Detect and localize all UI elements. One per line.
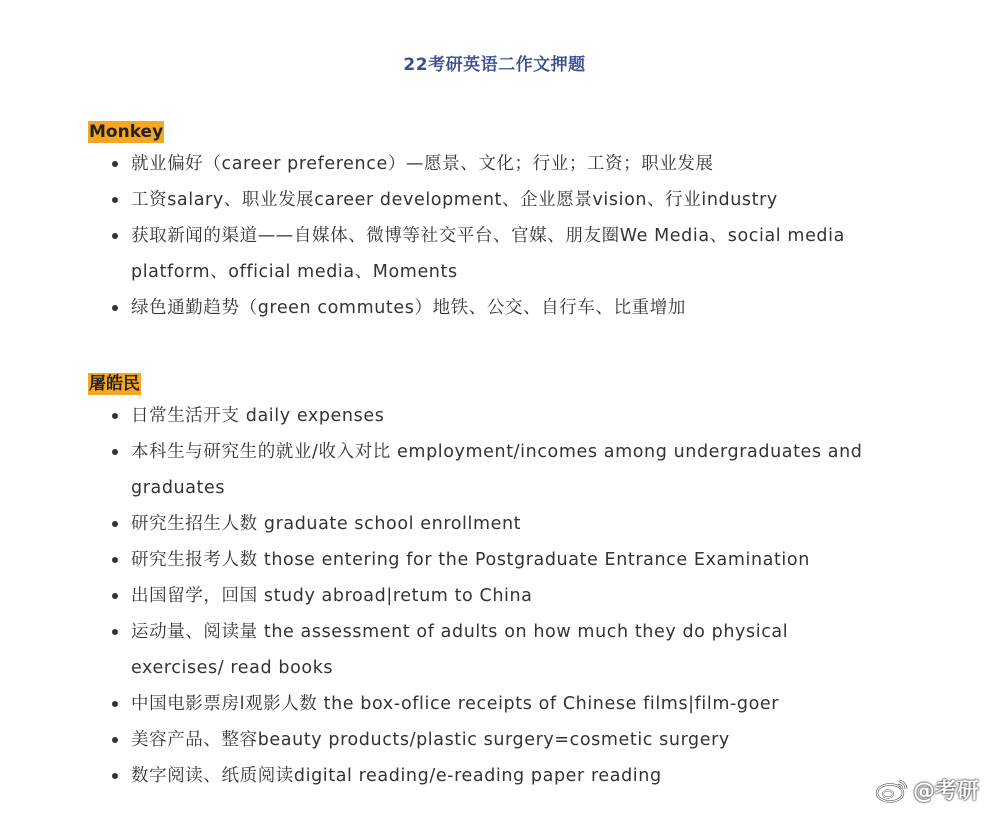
bullet-icon xyxy=(112,305,118,311)
list-item-continuation xyxy=(88,650,948,686)
weibo-icon xyxy=(875,777,909,803)
list-item xyxy=(88,434,948,470)
bullet-icon xyxy=(112,197,118,203)
bullet-icon xyxy=(112,449,118,455)
list-item-text: 绿色通勤趋势（green commutes）地铁、公交、自行车、比重增加 xyxy=(131,298,686,318)
bullet-icon xyxy=(112,161,118,167)
list-item-continuation xyxy=(88,470,948,506)
bullet-icon xyxy=(112,737,118,743)
list-item xyxy=(88,182,948,218)
bullet-list-tuhaomin xyxy=(88,398,948,794)
list-item-text: 出国留学，回国 study abroad|retum to China xyxy=(131,586,533,606)
bullet-icon xyxy=(112,233,118,239)
list-item-text: exercises/ read books xyxy=(131,658,334,678)
list-item-text: platform、official media、Moments xyxy=(131,262,458,282)
page-title: 22考研英语二作文押题 xyxy=(403,55,586,75)
list-item-text: graduates xyxy=(131,478,226,498)
bullet-icon xyxy=(112,413,118,419)
section-tuhaomin xyxy=(88,373,948,794)
list-item-text: 就业偏好（career preference）—愿景、文化；行业；工资；职业发展 xyxy=(131,154,714,174)
list-item xyxy=(88,614,948,650)
bullet-icon xyxy=(112,521,118,527)
list-item-text: 运动量、阅读量 the assessment of adults on how much they do physical xyxy=(131,622,789,642)
list-item-text: 工资salary、职业发展career development、企业愿景vision、行业industry xyxy=(131,190,778,210)
list-item xyxy=(88,218,948,254)
watermark xyxy=(875,774,979,805)
bullet-icon xyxy=(112,629,118,635)
section-heading-monkey: Monkey xyxy=(89,122,164,142)
bullet-icon xyxy=(112,773,118,779)
bullet-list-monkey xyxy=(88,146,948,326)
list-item xyxy=(88,758,948,794)
list-item xyxy=(88,542,948,578)
list-item-text: 中国电影票房l观影人数 the box-oflice receipts of Chinese films|film-goer xyxy=(131,694,780,714)
bullet-icon xyxy=(112,593,118,599)
list-item xyxy=(88,722,948,758)
list-item-text: 日常生活开支 daily expenses xyxy=(131,406,385,426)
bullet-icon xyxy=(112,557,118,563)
watermark-text: @考研 xyxy=(912,779,979,804)
list-item xyxy=(88,398,948,434)
list-item-text: 研究生报考人数 those entering for the Postgraduate Entrance Examination xyxy=(131,550,810,570)
list-item xyxy=(88,578,948,614)
list-item-continuation xyxy=(88,254,948,290)
list-item xyxy=(88,506,948,542)
list-item xyxy=(88,290,948,326)
list-item-text: 获取新闻的渠道——自媒体、微博等社交平台、官媒、朋友圈We Media、social media xyxy=(131,226,845,246)
list-item-text: 数字阅读、纸质阅读digital reading/e-reading paper reading xyxy=(131,766,662,786)
list-item-text: 美容产品、整容beauty products/plastic surgery=cosmetic surgery xyxy=(131,730,730,750)
list-item xyxy=(88,146,948,182)
bullet-icon xyxy=(112,701,118,707)
section-monkey xyxy=(88,121,948,326)
list-item-text: 本科生与研究生的就业/收入对比 employment/incomes among undergraduates and xyxy=(131,442,863,462)
section-heading-tuhaomin: 屠皓民 xyxy=(89,374,140,394)
list-item-text: 研究生招生人数 graduate school enrollment xyxy=(131,514,522,534)
list-item xyxy=(88,686,948,722)
